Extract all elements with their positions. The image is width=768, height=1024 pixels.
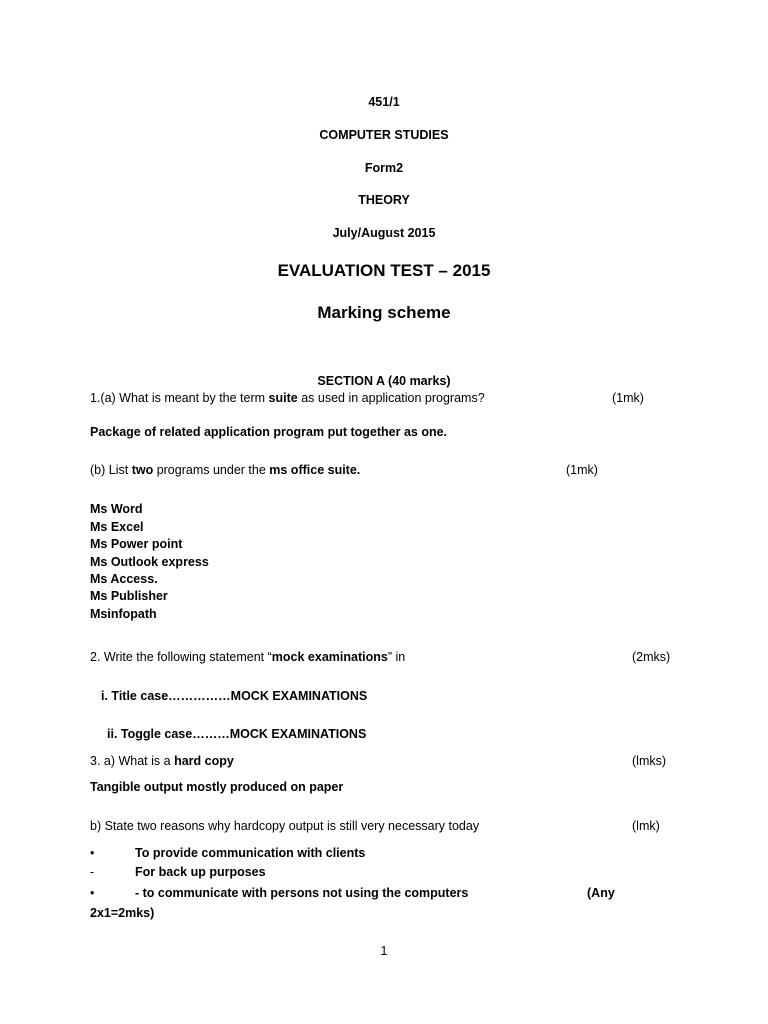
question-1a: 1.(a) What is meant by the term suite as used in application programs? xyxy=(90,391,485,405)
document-title: EVALUATION TEST – 2015 xyxy=(277,261,491,280)
section-heading: SECTION A (40 marks) xyxy=(317,374,451,388)
answer-list-item: Ms Word xyxy=(90,502,143,516)
page-number: 1 xyxy=(380,944,388,958)
paper-code: 451/1 xyxy=(368,95,400,109)
subject-title: COMPUTER STUDIES xyxy=(319,128,449,142)
question-1a-marks: (1mk) xyxy=(612,391,644,405)
answer-list-item: Ms Power point xyxy=(90,537,183,551)
answer-list-item: Ms Excel xyxy=(90,520,144,534)
bullet-marker: - xyxy=(90,865,95,879)
answer-2ii: ii. Toggle case………MOCK EXAMINATIONS xyxy=(107,727,367,741)
answer-list-item: Ms Publisher xyxy=(90,589,168,603)
answer-list-item: Ms Outlook express xyxy=(90,555,209,569)
question-1b: (b) List two programs under the ms office suite. xyxy=(90,463,361,477)
question-3a-marks: (lmks) xyxy=(632,754,667,768)
answer-list-item: Ms Access. xyxy=(90,572,158,586)
question-3b-marks: (lmk) xyxy=(632,819,660,833)
paper-type: THEORY xyxy=(358,193,410,207)
answer-3b-item: For back up purposes xyxy=(135,865,266,879)
answer-3b-item: To provide communication with clients xyxy=(135,846,366,860)
question-1b-marks: (1mk) xyxy=(566,463,598,477)
answer-3a: Tangible output mostly produced on paper xyxy=(90,780,344,794)
question-2: 2. Write the following statement “mock examinations” in xyxy=(90,650,406,664)
question-3a: 3. a) What is a hard copy xyxy=(90,754,234,768)
question-2-marks: (2mks) xyxy=(632,650,671,664)
answer-2i: i. Title case……………MOCK EXAMINATIONS xyxy=(101,689,368,703)
bullet-marker: • xyxy=(90,886,95,900)
answer-list-item: Msinfopath xyxy=(90,607,157,621)
question-3b: b) State two reasons why hardcopy output is still very necessary today xyxy=(90,819,480,833)
answer-1a: Package of related application program put together as one. xyxy=(90,425,448,439)
answer-3b-item: - to communicate with persons not using the computers xyxy=(135,886,469,900)
bullet-marker: • xyxy=(90,846,95,860)
form-label: Form2 xyxy=(364,161,404,175)
marks-note-continued: 2x1=2mks) xyxy=(90,906,155,920)
marks-note: (Any xyxy=(587,886,615,900)
document-subtitle: Marking scheme xyxy=(317,303,451,322)
exam-date: July/August 2015 xyxy=(332,226,436,240)
